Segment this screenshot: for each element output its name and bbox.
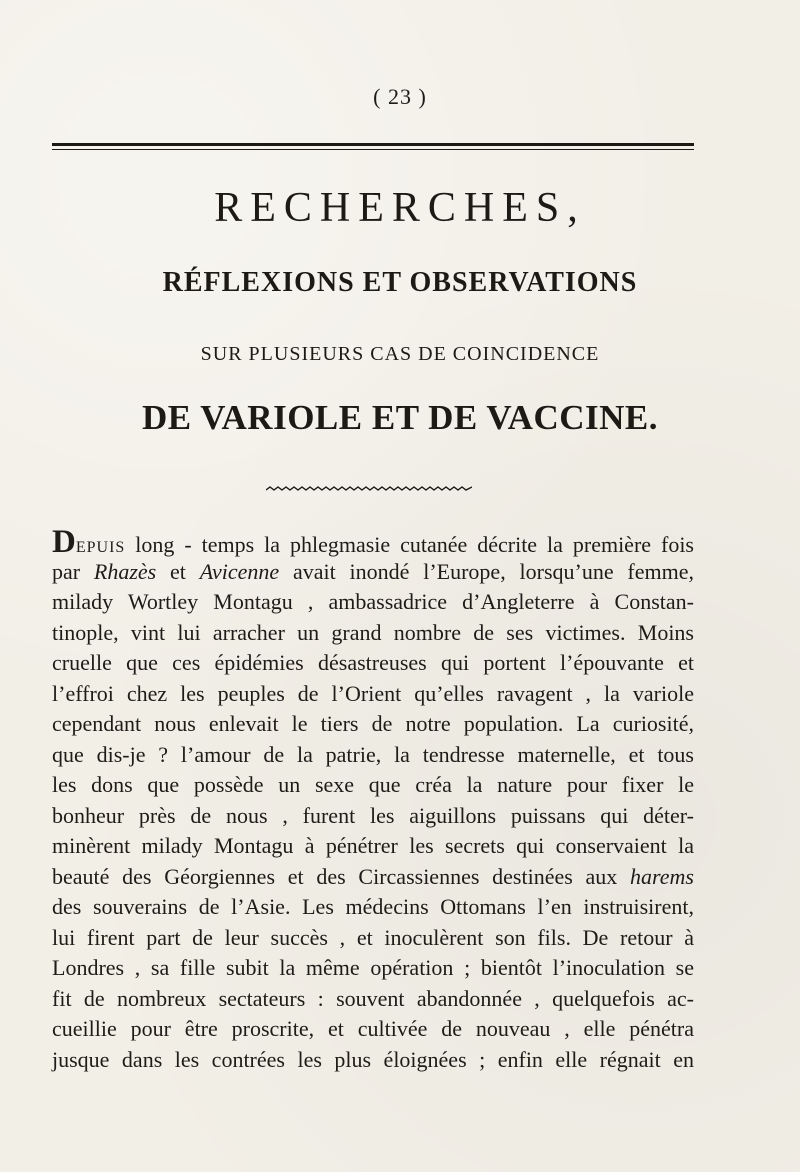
paragraph-line: Londres , sa fille subit la même opération ; bientôt l’inoculation se bbox=[52, 955, 694, 980]
paragraph-line: fit de nombreux sectateurs : souvent abandonnée , quelquefois ac- bbox=[52, 985, 694, 1011]
paragraph-line: que dis-je ? l’amour de la patrie, la tendresse maternelle, et tous bbox=[52, 741, 694, 767]
paragraph-line-text: long - temps la phlegmasie cutanée décrite la première fois bbox=[125, 532, 694, 557]
paragraph-line: tinople, vint lui arracher un grand nombre de ses victimes. Moins bbox=[52, 619, 694, 645]
paragraph-line: cependant nous enlevait le tiers de notre population. La curiosité, bbox=[52, 711, 694, 736]
italic-text: Rhazès bbox=[93, 558, 157, 584]
paragraph-line: par Rhazès et Avicenne avait inondé l’Europe, lorsqu’une femme, bbox=[52, 558, 694, 584]
paragraph-line: jusque dans les contrées les plus éloignées ; enfin elle régnait en bbox=[52, 1046, 694, 1072]
top-rule bbox=[52, 143, 694, 146]
paragraph-line: cruelle que ces épidémies désastreuses qui portent l’épouvante et bbox=[52, 650, 694, 675]
page-number: ( 23 ) bbox=[373, 84, 427, 109]
title-line-2: RÉFLEXIONS ET OBSERVATIONS bbox=[162, 267, 638, 298]
drop-cap: D bbox=[52, 524, 76, 560]
paragraph-line: minèrent milady Montagu à pénétrer les secrets qui conservaient la bbox=[52, 833, 694, 858]
main-paragraph bbox=[52, 526, 694, 1075]
paragraph-line: des souverains de l’Asie. Les médecins Ottomans l’en instruisirent, bbox=[52, 894, 694, 919]
paragraph-line bbox=[52, 524, 694, 560]
paragraph-line: cueillie pour être proscrite, et cultivée de nouveau , elle pénétra bbox=[52, 1016, 694, 1041]
paragraph-line: bonheur près de nous , furent les aiguillons puissans qui déter- bbox=[52, 802, 694, 828]
top-rule-secondary bbox=[52, 149, 694, 150]
paragraph-line: beauté des Géorgiennes et des Circassiennes destinées aux harems bbox=[52, 863, 694, 889]
italic-text: harems bbox=[630, 863, 694, 889]
paragraph-line: lui firent part de leur succès , et inoculèrent son fils. De retour à bbox=[52, 924, 694, 950]
opening-smallcaps: EPUIS bbox=[75, 539, 126, 556]
decorative-ornament bbox=[266, 485, 472, 495]
title-line-3: SUR PLUSIEURS CAS DE COINCIDENCE bbox=[200, 343, 600, 365]
title-line-1: RECHERCHES, bbox=[214, 185, 586, 231]
title-line-4: DE VARIOLE ET DE VACCINE. bbox=[142, 398, 658, 437]
italic-text: Avicenne bbox=[199, 558, 280, 584]
paragraph-line: les dons que possède un sexe que créa la nature pour fixer le bbox=[52, 772, 694, 797]
paragraph-line: milady Wortley Montagu , ambassadrice d’Angleterre à Constan- bbox=[52, 589, 694, 614]
paragraph-line: l’effroi chez les peuples de l’Orient qu’elles ravagent , la variole bbox=[52, 680, 694, 706]
